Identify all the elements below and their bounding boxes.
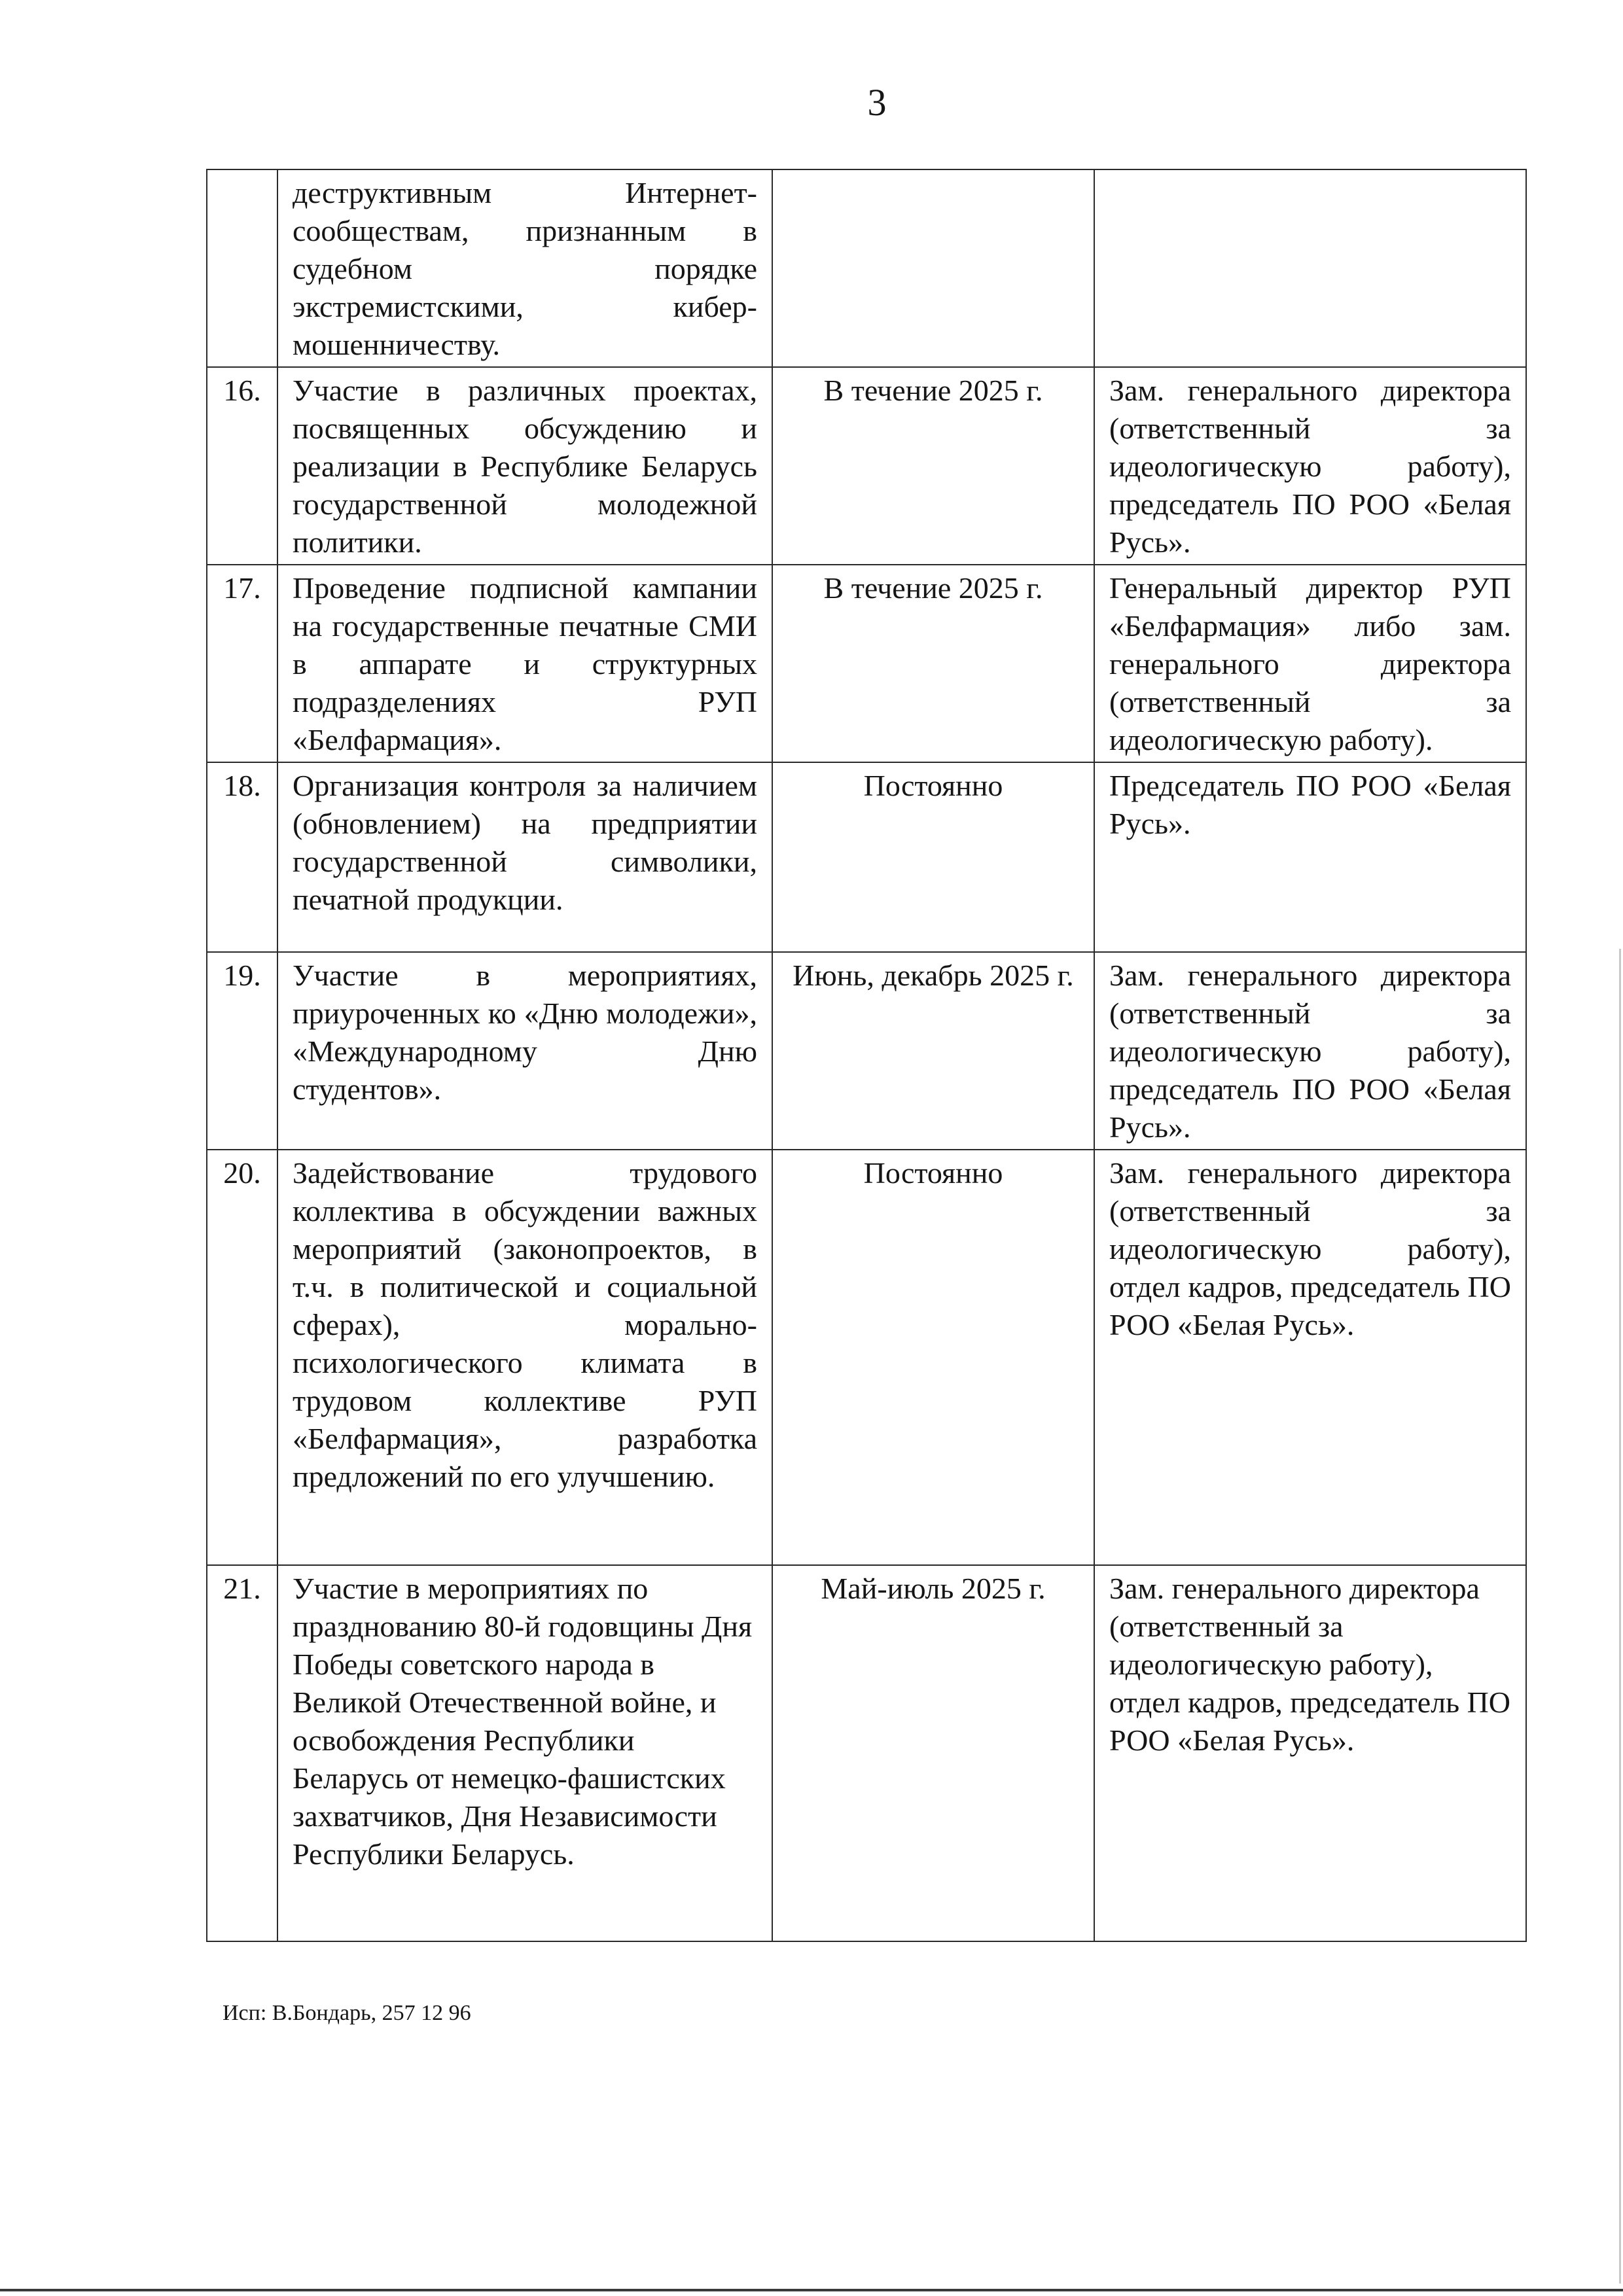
executor-note: Исп: В.Бондарь, 257 12 96 [223,2001,471,2025]
event-text: Организация контроля за наличием (обновлением) на предприятии государственной символики, печатной продукции. [277,762,772,952]
table-row [207,367,1526,565]
event-text: Участие в различных проектах, посвященных обсуждению и реализации в Республике Беларусь государственной молодежной политики. [277,367,772,565]
page-number: 3 [867,81,887,124]
term-text: В течение 2025 г. [772,565,1094,762]
scan-edge-shadow [1619,949,1621,2284]
responsible-text [1094,169,1526,367]
table-row [207,565,1526,762]
term-text: В течение 2025 г. [772,367,1094,565]
table-row [207,1565,1526,1941]
term-text: Июнь, декабрь 2025 г. [772,952,1094,1150]
row-number: 21. [207,1565,277,1941]
table-row [207,952,1526,1150]
row-number [207,169,277,367]
event-text: Участие в мероприятиях, приуроченных ко «Дню молодежи», «Международному Дню студентов». [277,952,772,1150]
responsible-text: Зам. генерального директора (ответственный за идеологическую работу), отдел кадров, председатель ПО РОО «Белая Русь». [1094,1150,1526,1565]
scan-bottom-edge [0,2289,1623,2291]
row-number: 20. [207,1150,277,1565]
events-plan-table [206,169,1527,1942]
responsible-text: Генеральный директор РУП «Белфармация» либо зам. генерального директора (ответственный за идеологическую работу). [1094,565,1526,762]
responsible-text: Председатель ПО РОО «Белая Русь». [1094,762,1526,952]
term-text [772,169,1094,367]
row-number: 19. [207,952,277,1150]
row-number: 18. [207,762,277,952]
responsible-text: Зам. генерального директора (ответственный за идеологическую работу), председатель ПО РОО «Белая Русь». [1094,367,1526,565]
event-text: Задействование трудового коллектива в обсуждении важных мероприятий (законопроектов, в т.ч. в политической и социальной сферах), морально-психологического климата в трудовом коллективе РУП «Белфармация», разработка предложений по его улучшению. [277,1150,772,1565]
row-number: 17. [207,565,277,762]
term-text: Постоянно [772,1150,1094,1565]
table-row [207,1150,1526,1565]
event-text: Проведение подписной кампании на государственные печатные СМИ в аппарате и структурных подразделениях РУП «Белфармация». [277,565,772,762]
event-text: деструктивным Интернет-сообществам, признанным в судебном порядке экстремистскими, кибер-мошенничеству. [277,169,772,367]
row-number: 16. [207,367,277,565]
term-text: Постоянно [772,762,1094,952]
event-text: Участие в мероприятиях по празднованию 80-й годовщины Дня Победы советского народа в Великой Отечественной войне, и освобождения Республики Беларусь от немецко-фашистских захватчиков, Дня Независимости Республики Беларусь. [277,1565,772,1941]
term-text: Май-июль 2025 г. [772,1565,1094,1941]
table-row [207,762,1526,952]
table-row [207,169,1526,367]
responsible-text: Зам. генерального директора (ответственный за идеологическую работу), отдел кадров, председатель ПО РОО «Белая Русь». [1094,1565,1526,1941]
responsible-text: Зам. генерального директора (ответственный за идеологическую работу), председатель ПО РОО «Белая Русь». [1094,952,1526,1150]
